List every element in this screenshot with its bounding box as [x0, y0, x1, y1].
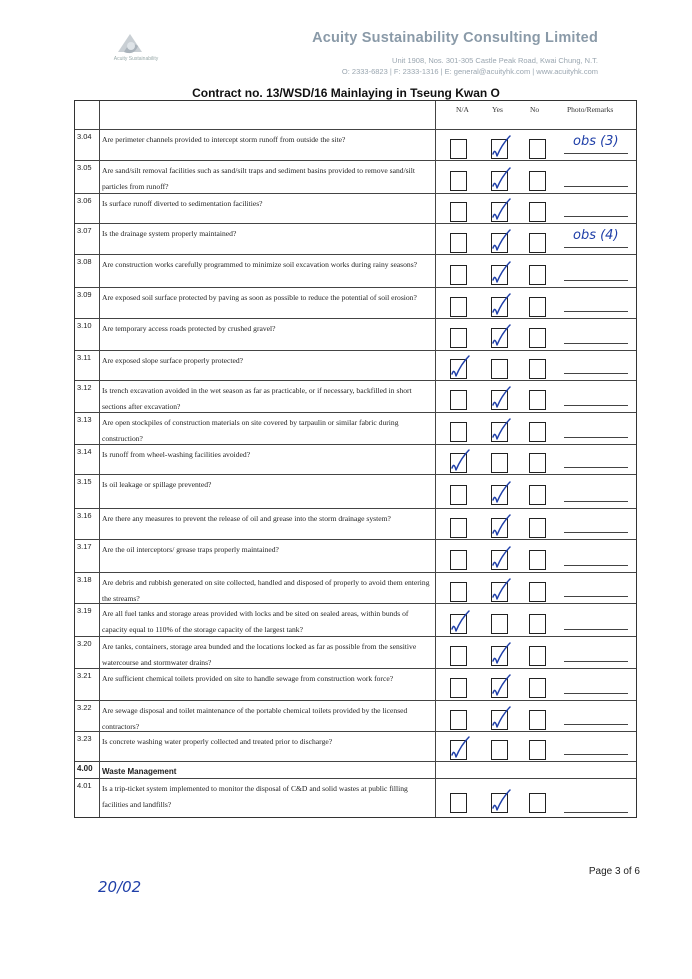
remarks-line[interactable]	[564, 501, 628, 502]
item-question: Are sand/silt removal facilities such as sand/silt traps and sediment basins provided to remove sand/silt particles from runoff?	[102, 166, 415, 191]
section-row	[75, 761, 636, 778]
checkbox-na[interactable]	[450, 485, 467, 505]
item-number: 3.15	[77, 477, 92, 486]
checklist-row	[75, 668, 636, 700]
checklist-row	[75, 778, 636, 819]
checkbox-yes[interactable]	[491, 359, 508, 379]
checklist-row	[75, 700, 636, 731]
company-logo	[106, 22, 156, 74]
company-name: Acuity Sustainability Consulting Limited	[312, 30, 598, 46]
check-mark-icon	[490, 673, 512, 699]
remarks-line[interactable]	[564, 311, 628, 312]
handwritten-date: 20/02	[98, 878, 142, 896]
page-title: Contract no. 13/WSD/16 Mainlaying in Tseung Kwan O	[192, 86, 500, 100]
check-mark-icon	[490, 417, 512, 443]
item-question: Are debris and rubbish generated on site collected, handled and disposed of properly to avoid them entering the streams?	[102, 578, 430, 603]
item-question: Are all fuel tanks and storage areas provided with locks and be sited on sealed areas, within bunds of capacity equal to 110% of the storage capacity of the largest tank?	[102, 609, 409, 634]
remarks-line[interactable]	[564, 724, 628, 725]
checkbox-yes[interactable]	[491, 614, 508, 634]
item-number: 3.16	[77, 511, 92, 520]
check-mark-icon	[490, 513, 512, 539]
remarks-line[interactable]	[564, 373, 628, 374]
header-no: No	[530, 105, 540, 114]
item-question: Are perimeter channels provided to intercept storm runoff from outside the site?	[102, 135, 346, 144]
item-question: Are sufficient chemical toilets provided on site to handle sewage from construction work force?	[102, 674, 394, 683]
checkbox-yes[interactable]	[491, 710, 508, 730]
item-question: Are exposed slope surface properly protected?	[102, 356, 244, 365]
check-mark-icon	[449, 735, 471, 761]
checkbox-yes[interactable]	[491, 740, 508, 760]
check-mark-icon	[490, 228, 512, 254]
remarks-line[interactable]	[564, 565, 628, 566]
item-number: 3.04	[77, 132, 92, 141]
company-address: Unit 1908, Nos. 301-305 Castle Peak Road, Kwai Chung, N.T.	[392, 56, 598, 65]
remarks-line[interactable]	[564, 343, 628, 344]
checkbox-yes[interactable]	[491, 485, 508, 505]
checklist-row	[75, 539, 636, 572]
checkbox-na[interactable]	[450, 614, 467, 634]
item-number: 3.21	[77, 671, 92, 680]
checkbox-yes[interactable]	[491, 678, 508, 698]
checkbox-na[interactable]	[450, 171, 467, 191]
handwritten-remark: obs (3)	[573, 134, 619, 149]
checklist-row	[75, 160, 636, 193]
header-na: N/A	[456, 105, 469, 114]
check-mark-icon	[490, 292, 512, 318]
checkbox-na[interactable]	[450, 202, 467, 222]
check-mark-icon	[449, 609, 471, 635]
checkbox-yes[interactable]	[491, 582, 508, 602]
remarks-line[interactable]	[564, 754, 628, 755]
check-mark-icon	[490, 166, 512, 192]
checkbox-na[interactable]	[450, 550, 467, 570]
checkbox-no[interactable]	[529, 422, 546, 442]
check-mark-icon	[490, 197, 512, 223]
header-yes: Yes	[492, 105, 503, 114]
remarks-line[interactable]	[564, 596, 628, 597]
item-number: 3.19	[77, 606, 92, 615]
remarks-line[interactable]	[564, 405, 628, 406]
remarks-line[interactable]	[564, 437, 628, 438]
handwritten-remark: obs (4)	[573, 228, 619, 243]
checklist-row	[75, 223, 636, 254]
checkbox-no[interactable]	[529, 740, 546, 760]
checkbox-na[interactable]	[450, 793, 467, 813]
checkbox-yes[interactable]	[491, 202, 508, 222]
item-question: Are tanks, containers, storage area bunded and the locations locked as far as possible from the sensitive watercourse and stormwater drains?	[102, 642, 417, 667]
checkbox-no[interactable]	[529, 171, 546, 191]
section-title: Waste Management	[102, 767, 177, 776]
checklist-row	[75, 287, 636, 318]
item-number: 3.22	[77, 703, 92, 712]
checkbox-na[interactable]	[450, 422, 467, 442]
item-number: 3.07	[77, 226, 92, 235]
checkbox-yes[interactable]	[491, 550, 508, 570]
check-mark-icon	[490, 641, 512, 667]
checklist-table	[74, 100, 637, 818]
check-mark-icon	[490, 323, 512, 349]
remarks-line[interactable]	[564, 186, 628, 187]
remarks-line[interactable]	[564, 153, 628, 154]
checkbox-yes[interactable]	[491, 265, 508, 285]
checklist-row	[75, 444, 636, 474]
remarks-line[interactable]	[564, 629, 628, 630]
item-question: Is surface runoff diverted to sedimentation facilities?	[102, 199, 263, 208]
page-number: Page 3 of 6	[588, 866, 640, 877]
checkbox-na[interactable]	[450, 233, 467, 253]
remarks-line[interactable]	[564, 247, 628, 248]
logo-caption: Acuity Sustainability	[113, 56, 159, 62]
checkbox-no[interactable]	[529, 582, 546, 602]
item-question: Is runoff from wheel-washing facilities avoided?	[102, 450, 251, 459]
item-question: Is trench excavation avoided in the wet season as far as practicable, or if necessary, backfilled in short sections after excavation?	[102, 386, 412, 411]
remarks-line[interactable]	[564, 693, 628, 694]
checklist-row	[75, 474, 636, 508]
company-contact: O: 2333-6823 | F: 2333-1316 | E: general@acuityhk.com | www.acuityhk.com	[341, 67, 598, 76]
checklist-row	[75, 129, 636, 160]
item-number: 3.14	[77, 447, 92, 456]
checkbox-no[interactable]	[529, 710, 546, 730]
checkbox-no[interactable]	[529, 646, 546, 666]
remarks-line[interactable]	[564, 280, 628, 281]
check-mark-icon	[490, 480, 512, 506]
check-mark-icon	[490, 788, 512, 814]
checkbox-na[interactable]	[450, 582, 467, 602]
header-remarks: Photo/Remarks	[567, 105, 614, 114]
checklist-row	[75, 508, 636, 539]
checkbox-na[interactable]	[450, 390, 467, 410]
checkbox-no[interactable]	[529, 328, 546, 348]
item-question: Are exposed soil surface protected by paving as soon as possible to reduce the potential of soil erosion?	[102, 293, 417, 302]
item-number: 3.23	[77, 734, 92, 743]
checkbox-no[interactable]	[529, 233, 546, 253]
checkbox-no[interactable]	[529, 359, 546, 379]
checklist-row	[75, 318, 636, 350]
checkbox-na[interactable]	[450, 139, 467, 159]
checklist-row	[75, 254, 636, 287]
item-question: Is the drainage system properly maintained?	[102, 229, 237, 238]
check-mark-icon	[490, 134, 512, 160]
item-number: 3.06	[77, 196, 92, 205]
checkbox-no[interactable]	[529, 550, 546, 570]
item-number: 4.01	[77, 781, 92, 790]
item-number: 3.17	[77, 542, 92, 551]
item-question: Is a trip-ticket system implemented to monitor the disposal of C&D and solid wastes at public filling facilities and landfills?	[102, 784, 408, 809]
item-question: Are construction works carefully programmed to minimize soil excavation works during rainy seasons?	[102, 260, 418, 269]
checkbox-yes[interactable]	[491, 453, 508, 473]
check-mark-icon	[490, 260, 512, 286]
checkbox-na[interactable]	[450, 359, 467, 379]
remarks-line[interactable]	[564, 467, 628, 468]
checkbox-na[interactable]	[450, 297, 467, 317]
checkbox-yes[interactable]	[491, 518, 508, 538]
checkbox-yes[interactable]	[491, 233, 508, 253]
checkbox-yes[interactable]	[491, 328, 508, 348]
checkbox-na[interactable]	[450, 265, 467, 285]
check-mark-icon	[490, 705, 512, 731]
item-number: 4.00	[77, 764, 93, 773]
checkbox-no[interactable]	[529, 614, 546, 634]
remarks-line[interactable]	[564, 812, 628, 813]
item-question: Are temporary access roads protected by crushed gravel?	[102, 324, 276, 333]
checkbox-no[interactable]	[529, 485, 546, 505]
checklist-row	[75, 350, 636, 380]
checkbox-no[interactable]	[529, 202, 546, 222]
checkbox-na[interactable]	[450, 710, 467, 730]
checkbox-no[interactable]	[529, 297, 546, 317]
checkbox-no[interactable]	[529, 265, 546, 285]
checklist-row	[75, 380, 636, 412]
check-mark-icon	[449, 354, 471, 380]
item-number: 3.12	[77, 383, 92, 392]
checkbox-yes[interactable]	[491, 139, 508, 159]
item-number: 3.09	[77, 290, 92, 299]
checklist-row	[75, 731, 636, 761]
item-question: Are sewage disposal and toilet maintenance of the portable chemical toilets provided by the licensed contractors?	[102, 706, 408, 731]
checkbox-yes[interactable]	[491, 171, 508, 191]
item-number: 3.20	[77, 639, 92, 648]
item-question: Are there any measures to prevent the release of oil and grease into the storm drainage system?	[102, 514, 391, 523]
checkbox-na[interactable]	[450, 453, 467, 473]
item-question: Is oil leakage or spillage prevented?	[102, 480, 212, 489]
checklist-row	[75, 603, 636, 636]
checkbox-na[interactable]	[450, 518, 467, 538]
checkbox-no[interactable]	[529, 390, 546, 410]
checkbox-no[interactable]	[529, 453, 546, 473]
checkbox-yes[interactable]	[491, 422, 508, 442]
checklist-row	[75, 636, 636, 668]
item-number: 3.13	[77, 415, 92, 424]
checkbox-na[interactable]	[450, 328, 467, 348]
checkbox-na[interactable]	[450, 678, 467, 698]
item-question: Are open stockpiles of construction materials on site covered by tarpaulin or similar fabric during construction?	[102, 418, 399, 443]
item-question: Are the oil interceptors/ grease traps properly maintained?	[102, 545, 279, 554]
item-number: 3.10	[77, 321, 92, 330]
item-number: 3.11	[77, 353, 92, 362]
checkbox-no[interactable]	[529, 793, 546, 813]
checkbox-no[interactable]	[529, 678, 546, 698]
checkbox-no[interactable]	[529, 139, 546, 159]
item-question: Is concrete washing water properly collected and treated prior to discharge?	[102, 737, 333, 746]
check-mark-icon	[490, 545, 512, 571]
remarks-line[interactable]	[564, 532, 628, 533]
check-mark-icon	[449, 448, 471, 474]
checkbox-yes[interactable]	[491, 297, 508, 317]
remarks-line[interactable]	[564, 216, 628, 217]
checkbox-no[interactable]	[529, 518, 546, 538]
checkbox-yes[interactable]	[491, 390, 508, 410]
remarks-line[interactable]	[564, 661, 628, 662]
checkbox-yes[interactable]	[491, 793, 508, 813]
check-mark-icon	[490, 577, 512, 603]
checklist-row	[75, 572, 636, 603]
item-number: 3.18	[77, 575, 92, 584]
item-number: 3.05	[77, 163, 92, 172]
checklist-row	[75, 193, 636, 223]
item-number: 3.08	[77, 257, 92, 266]
checkbox-na[interactable]	[450, 646, 467, 666]
checkbox-na[interactable]	[450, 740, 467, 760]
check-mark-icon	[490, 385, 512, 411]
checkbox-yes[interactable]	[491, 646, 508, 666]
checklist-row	[75, 412, 636, 444]
